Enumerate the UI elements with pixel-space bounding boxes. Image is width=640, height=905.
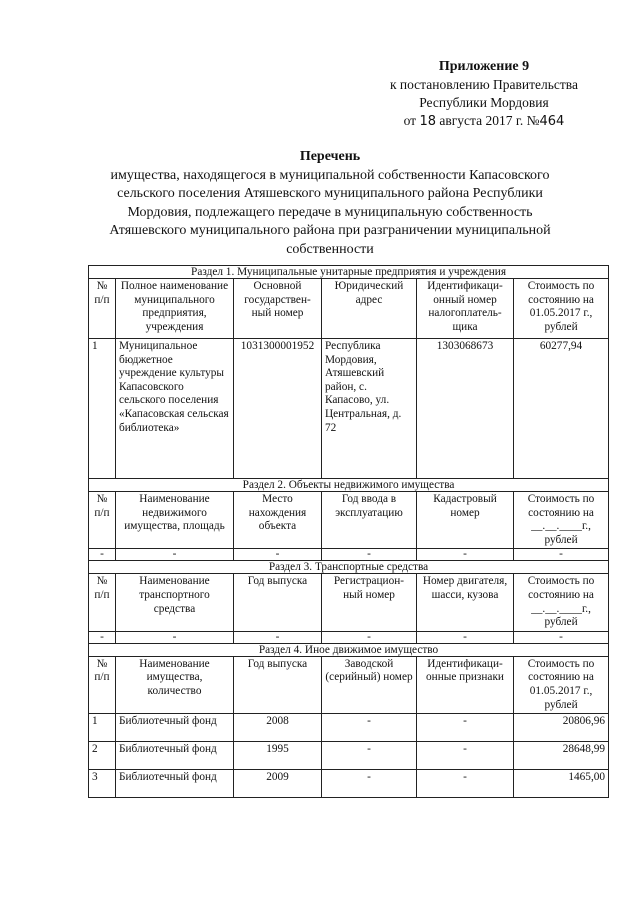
table-cell: 1 xyxy=(89,714,116,742)
appendix-date-line xyxy=(390,112,578,131)
table-cell: - xyxy=(322,631,417,643)
table-cell: - xyxy=(234,549,322,561)
header-cell: № п/п xyxy=(89,279,116,339)
heading-line2: сельского поселения Атяшевского муниципального района Республики xyxy=(117,186,543,201)
table-cell: - xyxy=(322,714,417,742)
document-title: Перечень xyxy=(299,149,361,164)
header-cell: Наименование транспортного средства xyxy=(116,574,234,631)
header-cell: Год выпуска xyxy=(234,574,322,631)
table-cell: - xyxy=(322,549,417,561)
heading-line4: Атяшевского муниципального района при разграничении муниципальной xyxy=(109,223,551,238)
table-cell: Муниципальное бюджетное учреждение культуры Капасовского сельского поселения «Капасовская сельская библиотека» xyxy=(116,339,234,479)
table-row xyxy=(89,631,609,643)
header-cell: Кадастровый номер xyxy=(417,492,514,549)
decree-number: 464 xyxy=(539,114,565,129)
appendix-line2: Республики Мордовия xyxy=(419,95,549,110)
table-row xyxy=(89,339,609,479)
table-cell: Библиотечный фонд xyxy=(116,714,234,742)
section1-header-row xyxy=(89,279,609,339)
table-cell: 60277,94 xyxy=(514,339,609,479)
section3-title: Раздел 3. Транспортные средства xyxy=(89,561,609,574)
property-table xyxy=(88,265,609,798)
section4-title: Раздел 4. Иное движимое имущество xyxy=(89,643,609,656)
section2-title: Раздел 2. Объекты недвижимого имущества xyxy=(89,479,609,492)
table-row xyxy=(89,770,609,798)
document-heading xyxy=(80,148,580,259)
header-cell: Год ввода в эксплуатацию xyxy=(322,492,417,549)
table-row xyxy=(89,714,609,742)
table-cell: 2 xyxy=(89,742,116,770)
appendix-block xyxy=(390,58,578,131)
header-cell: Идентификаци-онный номер налогоплатель-щика xyxy=(417,279,514,339)
table-cell: - xyxy=(417,549,514,561)
table-cell: 1465,00 xyxy=(514,770,609,798)
header-cell: № п/п xyxy=(89,574,116,631)
table-cell: 1995 xyxy=(234,742,322,770)
table-cell: - xyxy=(322,770,417,798)
header-cell: Юридический адрес xyxy=(322,279,417,339)
header-cell: Идентификаци-онные признаки xyxy=(417,656,514,713)
date-day: 18 xyxy=(419,114,437,129)
header-cell: Стоимость по состоянию на __.__.____г., рублей xyxy=(514,492,609,549)
header-cell: Стоимость по состоянию на 01.05.2017 г., рублей xyxy=(514,279,609,339)
table-cell: - xyxy=(89,549,116,561)
table-cell: - xyxy=(89,631,116,643)
table-cell: - xyxy=(322,742,417,770)
table-cell: Библиотечный фонд xyxy=(116,770,234,798)
header-cell: Стоимость по состоянию на 01.05.2017 г., рублей xyxy=(514,656,609,713)
table-cell: 28648,99 xyxy=(514,742,609,770)
heading-line5: собственности xyxy=(286,241,374,257)
header-cell: Регистрацион-ный номер xyxy=(322,574,417,631)
date-month-year: августа 2017 г. № xyxy=(439,113,540,128)
appendix-line1: к постановлению Правительства xyxy=(389,77,578,92)
table-cell: - xyxy=(116,631,234,643)
table-cell: - xyxy=(116,549,234,561)
header-cell: Номер двигателя, шасси, кузова xyxy=(417,574,514,631)
appendix-title: Приложение 9 xyxy=(438,59,530,74)
section2-header-row xyxy=(89,492,609,549)
table-row xyxy=(89,742,609,770)
table-cell: - xyxy=(234,631,322,643)
header-cell: Наименование имущества, количество xyxy=(116,656,234,713)
heading-line1: имущества, находящегося в муниципальной собственности Капасовского xyxy=(110,167,550,183)
table-cell: 1031300001952 xyxy=(234,339,322,479)
section3-title-row xyxy=(89,561,609,574)
table-cell: 2008 xyxy=(234,714,322,742)
section4-title-row xyxy=(89,643,609,656)
header-cell: Место нахождения объекта xyxy=(234,492,322,549)
table-cell: Республика Мордовия, Атяшевский район, с. Капасово, ул. Центральная, д. 72 xyxy=(322,339,417,479)
section4-header-row xyxy=(89,656,609,713)
date-prefix: от xyxy=(403,113,417,128)
table-cell: 20806,96 xyxy=(514,714,609,742)
section3-header-row xyxy=(89,574,609,631)
header-cell: Полное наименование муниципального предприятия, учреждения xyxy=(116,279,234,339)
header-cell: № п/п xyxy=(89,492,116,549)
table-cell: 1303068673 xyxy=(417,339,514,479)
header-cell: № п/п xyxy=(89,656,116,713)
table-cell: - xyxy=(514,549,609,561)
section1-title-row xyxy=(89,266,609,279)
table-cell: 3 xyxy=(89,770,116,798)
section1-title: Раздел 1. Муниципальные унитарные предприятия и учреждения xyxy=(89,266,609,279)
header-cell: Основной государствен-ный номер xyxy=(234,279,322,339)
table-cell: - xyxy=(417,714,514,742)
table-cell: 1 xyxy=(89,339,116,479)
table-cell: - xyxy=(417,770,514,798)
section2-title-row xyxy=(89,479,609,492)
heading-line3: Мордовия, подлежащего передаче в муниципальную собственность xyxy=(127,204,533,220)
table-row xyxy=(89,549,609,561)
table-cell: - xyxy=(417,742,514,770)
table-cell: - xyxy=(514,631,609,643)
table-cell: 2009 xyxy=(234,770,322,798)
header-cell: Наименование недвижимого имущества, площадь xyxy=(116,492,234,549)
header-cell: Год выпуска xyxy=(234,656,322,713)
header-cell: Заводской (серийный) номер xyxy=(322,656,417,713)
header-cell: Стоимость по состоянию на __.__.____г., рублей xyxy=(514,574,609,631)
table-cell: Библиотечный фонд xyxy=(116,742,234,770)
table-cell: - xyxy=(417,631,514,643)
